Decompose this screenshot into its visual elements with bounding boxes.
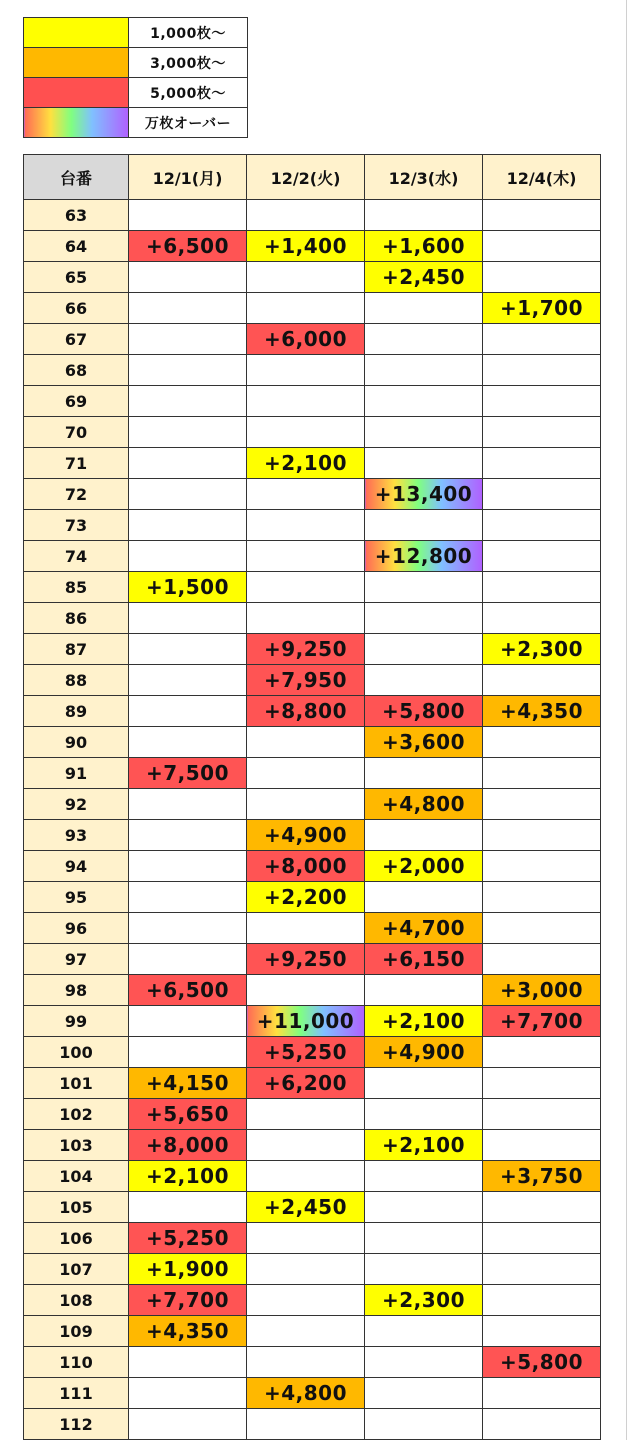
payout-cell: +4,350 [483, 696, 601, 727]
payout-cell: +12,800 [365, 541, 483, 572]
payout-cell [365, 634, 483, 665]
machine-number: 63 [24, 200, 129, 231]
machine-number: 86 [24, 603, 129, 634]
machine-number: 71 [24, 448, 129, 479]
payout-cell: +3,600 [365, 727, 483, 758]
payout-cell [129, 1037, 247, 1068]
payout-cell [129, 262, 247, 293]
payout-cell [247, 417, 365, 448]
payout-cell [365, 1192, 483, 1223]
payout-cell [483, 1068, 601, 1099]
payout-cell [483, 851, 601, 882]
machine-number: 104 [24, 1161, 129, 1192]
payout-cell [129, 200, 247, 231]
payout-cell [247, 1130, 365, 1161]
machine-number: 74 [24, 541, 129, 572]
payout-cell: +2,100 [247, 448, 365, 479]
header-row [24, 155, 601, 200]
table-row [24, 851, 601, 882]
payout-cell [483, 262, 601, 293]
payout-cell: +7,500 [129, 758, 247, 789]
payout-cell [483, 448, 601, 479]
payout-cell [483, 417, 601, 448]
payout-cell [247, 1285, 365, 1316]
table-row [24, 1316, 601, 1347]
payout-cell [365, 293, 483, 324]
payout-cell [129, 851, 247, 882]
payout-cell [247, 727, 365, 758]
payout-cell [483, 727, 601, 758]
payout-cell: +4,900 [365, 1037, 483, 1068]
table-row [24, 696, 601, 727]
payout-cell [129, 603, 247, 634]
payout-cell [483, 1285, 601, 1316]
table-row [24, 1161, 601, 1192]
payout-cell [483, 541, 601, 572]
payout-cell: +3,750 [483, 1161, 601, 1192]
table-row [24, 1347, 601, 1378]
payout-cell [247, 1161, 365, 1192]
payout-cell [483, 386, 601, 417]
machine-number: 102 [24, 1099, 129, 1130]
day-header: 12/3(水) [365, 155, 483, 200]
payout-cell [129, 1409, 247, 1440]
day-header: 12/1(月) [129, 155, 247, 200]
payout-cell [129, 634, 247, 665]
payout-cell: +7,700 [483, 1006, 601, 1037]
payout-cell [483, 820, 601, 851]
payout-cell: +6,200 [247, 1068, 365, 1099]
payout-cell: +5,800 [483, 1347, 601, 1378]
payout-cell [129, 882, 247, 913]
machine-number: 110 [24, 1347, 129, 1378]
payout-cell: +1,600 [365, 231, 483, 262]
machine-number: 68 [24, 355, 129, 386]
machine-number: 64 [24, 231, 129, 262]
payout-cell [483, 882, 601, 913]
payout-cell [483, 665, 601, 696]
payout-cell [247, 293, 365, 324]
payout-cell [483, 789, 601, 820]
payout-cell [365, 355, 483, 386]
payout-cell: +2,100 [365, 1006, 483, 1037]
payout-cell [365, 665, 483, 696]
payout-cell: +9,250 [247, 944, 365, 975]
legend-swatch-red [24, 78, 129, 108]
table-row [24, 758, 601, 789]
payout-cell [483, 1378, 601, 1409]
results-table [23, 154, 601, 1440]
payout-cell [483, 1254, 601, 1285]
payout-cell: +2,300 [365, 1285, 483, 1316]
payout-cell [483, 1130, 601, 1161]
payout-cell: +8,000 [247, 851, 365, 882]
machine-number: 107 [24, 1254, 129, 1285]
payout-cell [247, 1254, 365, 1285]
payout-cell: +3,000 [483, 975, 601, 1006]
table-row [24, 1006, 601, 1037]
payout-cell: +5,800 [365, 696, 483, 727]
table-row [24, 479, 601, 510]
table-row [24, 1378, 601, 1409]
payout-cell: +5,650 [129, 1099, 247, 1130]
table-row [24, 293, 601, 324]
payout-cell [247, 913, 365, 944]
table-row [24, 1130, 601, 1161]
payout-cell [129, 1378, 247, 1409]
payout-cell: +6,500 [129, 975, 247, 1006]
payout-cell [129, 324, 247, 355]
payout-cell [483, 355, 601, 386]
payout-cell: +13,400 [365, 479, 483, 510]
legend-swatch-rainbow [24, 108, 129, 138]
table-row [24, 324, 601, 355]
payout-cell [483, 324, 601, 355]
machine-number: 85 [24, 572, 129, 603]
table-row [24, 634, 601, 665]
table-row [24, 200, 601, 231]
payout-cell [247, 1316, 365, 1347]
payout-cell [247, 200, 365, 231]
machine-number: 92 [24, 789, 129, 820]
table-row [24, 355, 601, 386]
payout-cell: +4,350 [129, 1316, 247, 1347]
payout-cell [365, 1409, 483, 1440]
legend-label: 5,000枚～ [129, 78, 248, 108]
payout-cell: +4,150 [129, 1068, 247, 1099]
payout-cell [129, 293, 247, 324]
table-row [24, 1192, 601, 1223]
machine-number: 98 [24, 975, 129, 1006]
payout-cell [365, 200, 483, 231]
machine-number: 90 [24, 727, 129, 758]
table-row [24, 1037, 601, 1068]
payout-cell [247, 1223, 365, 1254]
payout-cell [365, 1316, 483, 1347]
payout-cell [129, 448, 247, 479]
machine-number: 93 [24, 820, 129, 851]
payout-cell: +6,000 [247, 324, 365, 355]
table-row [24, 882, 601, 913]
table-row [24, 1099, 601, 1130]
payout-cell [129, 820, 247, 851]
payout-cell [483, 200, 601, 231]
payout-cell: +5,250 [247, 1037, 365, 1068]
payout-cell [483, 231, 601, 262]
machine-number: 88 [24, 665, 129, 696]
payout-cell [247, 1347, 365, 1378]
payout-cell [483, 1192, 601, 1223]
payout-cell [247, 975, 365, 1006]
day-header: 12/2(火) [247, 155, 365, 200]
payout-cell [365, 882, 483, 913]
payout-cell [129, 665, 247, 696]
payout-cell [247, 603, 365, 634]
machine-number: 109 [24, 1316, 129, 1347]
payout-cell [483, 1037, 601, 1068]
payout-cell: +2,300 [483, 634, 601, 665]
machine-number-header: 台番 [24, 155, 129, 200]
machine-number: 111 [24, 1378, 129, 1409]
table-body [24, 200, 601, 1440]
payout-cell [247, 541, 365, 572]
table-row [24, 944, 601, 975]
payout-cell [365, 324, 483, 355]
payout-cell [365, 603, 483, 634]
table-row [24, 913, 601, 944]
table-row [24, 1285, 601, 1316]
payout-cell [129, 1006, 247, 1037]
payout-cell: +7,700 [129, 1285, 247, 1316]
payout-cell [365, 417, 483, 448]
payout-cell: +1,900 [129, 1254, 247, 1285]
legend-label: 万枚オーバー [129, 108, 248, 138]
payout-cell [365, 1223, 483, 1254]
table-row [24, 727, 601, 758]
payout-cell [483, 944, 601, 975]
payout-cell [365, 1161, 483, 1192]
payout-cell: +1,400 [247, 231, 365, 262]
table-row [24, 1068, 601, 1099]
machine-number: 91 [24, 758, 129, 789]
legend-row [24, 48, 248, 78]
payout-cell [247, 789, 365, 820]
machine-number: 100 [24, 1037, 129, 1068]
payout-cell [129, 789, 247, 820]
table-row [24, 572, 601, 603]
table-row [24, 386, 601, 417]
payout-cell [365, 1068, 483, 1099]
payout-cell [129, 355, 247, 386]
legend-row [24, 108, 248, 138]
payout-cell [365, 448, 483, 479]
payout-cell: +4,900 [247, 820, 365, 851]
payout-cell [129, 1192, 247, 1223]
payout-cell [365, 1099, 483, 1130]
payout-cell: +5,250 [129, 1223, 247, 1254]
payout-cell: +11,000 [247, 1006, 365, 1037]
payout-cell [483, 913, 601, 944]
payout-cell [247, 355, 365, 386]
payout-cell: +9,250 [247, 634, 365, 665]
payout-cell [365, 1378, 483, 1409]
payout-cell [129, 1347, 247, 1378]
legend-swatch-yellow [24, 18, 129, 48]
payout-cell [129, 913, 247, 944]
machine-number: 103 [24, 1130, 129, 1161]
payout-cell [129, 944, 247, 975]
payout-cell [247, 262, 365, 293]
table-row [24, 665, 601, 696]
payout-cell [483, 1223, 601, 1254]
payout-cell [247, 1409, 365, 1440]
machine-number: 67 [24, 324, 129, 355]
payout-cell: +1,500 [129, 572, 247, 603]
payout-cell [365, 758, 483, 789]
payout-cell [365, 572, 483, 603]
table-row [24, 603, 601, 634]
payout-cell [365, 1254, 483, 1285]
table-row [24, 820, 601, 851]
machine-number: 106 [24, 1223, 129, 1254]
payout-cell [365, 510, 483, 541]
machine-number: 97 [24, 944, 129, 975]
payout-cell [247, 758, 365, 789]
payout-cell [247, 510, 365, 541]
payout-cell [129, 696, 247, 727]
payout-cell [365, 975, 483, 1006]
day-header: 12/4(木) [483, 155, 601, 200]
table-row [24, 975, 601, 1006]
payout-cell [129, 541, 247, 572]
payout-cell [247, 1099, 365, 1130]
payout-cell: +2,100 [129, 1161, 247, 1192]
payout-cell [129, 417, 247, 448]
machine-number: 70 [24, 417, 129, 448]
payout-cell: +4,700 [365, 913, 483, 944]
table-row [24, 541, 601, 572]
table-row [24, 448, 601, 479]
payout-cell [247, 572, 365, 603]
table-row [24, 1223, 601, 1254]
payout-cell [483, 1099, 601, 1130]
payout-cell [483, 603, 601, 634]
machine-number: 73 [24, 510, 129, 541]
legend-label: 1,000枚～ [129, 18, 248, 48]
payout-cell: +2,000 [365, 851, 483, 882]
payout-cell: +8,000 [129, 1130, 247, 1161]
machine-number: 99 [24, 1006, 129, 1037]
payout-cell [129, 510, 247, 541]
payout-cell [247, 386, 365, 417]
payout-cell [129, 386, 247, 417]
payout-cell [483, 758, 601, 789]
payout-cell: +4,800 [365, 789, 483, 820]
machine-number: 87 [24, 634, 129, 665]
table-row [24, 1254, 601, 1285]
color-legend [23, 17, 248, 138]
machine-number: 65 [24, 262, 129, 293]
table-row [24, 262, 601, 293]
payout-cell [483, 510, 601, 541]
machine-number: 66 [24, 293, 129, 324]
payout-cell [365, 1347, 483, 1378]
machine-number: 112 [24, 1409, 129, 1440]
table-row [24, 789, 601, 820]
machine-number: 69 [24, 386, 129, 417]
payout-cell [129, 727, 247, 758]
payout-cell: +2,100 [365, 1130, 483, 1161]
table-row [24, 510, 601, 541]
payout-cell: +1,700 [483, 293, 601, 324]
legend-label: 3,000枚～ [129, 48, 248, 78]
machine-number: 89 [24, 696, 129, 727]
machine-number: 94 [24, 851, 129, 882]
payout-cell: +6,500 [129, 231, 247, 262]
legend-swatch-orange [24, 48, 129, 78]
table-row [24, 417, 601, 448]
payout-cell [247, 479, 365, 510]
machine-number: 108 [24, 1285, 129, 1316]
payout-cell: +8,800 [247, 696, 365, 727]
payout-cell [483, 1316, 601, 1347]
payout-cell [483, 479, 601, 510]
legend-row [24, 78, 248, 108]
machine-number: 105 [24, 1192, 129, 1223]
payout-cell [365, 386, 483, 417]
payout-cell: +7,950 [247, 665, 365, 696]
machine-number: 95 [24, 882, 129, 913]
payout-cell [129, 479, 247, 510]
payout-cell [483, 572, 601, 603]
legend-row [24, 18, 248, 48]
payout-cell: +2,450 [247, 1192, 365, 1223]
table-row [24, 1409, 601, 1440]
payout-cell: +2,450 [365, 262, 483, 293]
payout-cell [483, 1409, 601, 1440]
payout-cell: +2,200 [247, 882, 365, 913]
machine-number: 101 [24, 1068, 129, 1099]
table-row [24, 231, 601, 262]
machine-number: 72 [24, 479, 129, 510]
payout-cell: +4,800 [247, 1378, 365, 1409]
payout-cell [365, 820, 483, 851]
machine-number: 96 [24, 913, 129, 944]
payout-cell: +6,150 [365, 944, 483, 975]
